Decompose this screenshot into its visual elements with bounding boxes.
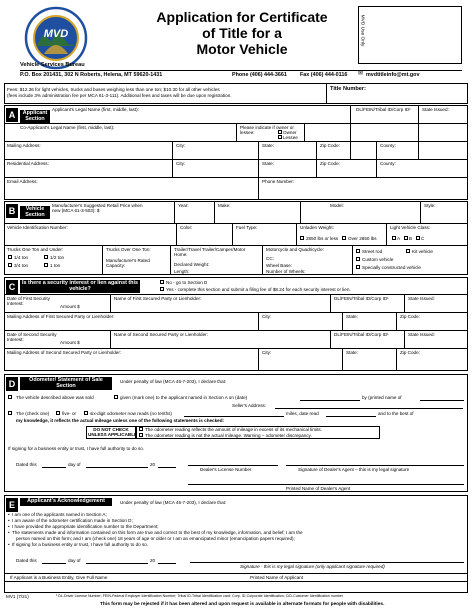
class-a-checkbox[interactable]	[392, 236, 396, 240]
sold-label: The vehicle described above was sold	[16, 395, 94, 400]
section-d-dated: Dated this	[16, 462, 37, 467]
ack-bullet-3: I have provided the appropriate identification number to the Department;	[12, 524, 159, 529]
rated-capacity-label: Manufacturer's Rated Capacity:	[106, 258, 150, 268]
lessee-checkbox[interactable]	[278, 135, 282, 139]
weight-under-checkbox[interactable]	[300, 236, 304, 240]
section-d-day-of: day of	[68, 462, 81, 467]
second-lien-state-label: State Issued:	[408, 332, 435, 337]
trucks-over-label: Trucks Over One Ton:	[106, 247, 151, 252]
section-b-letter: B	[6, 204, 18, 218]
class-c-checkbox[interactable]	[416, 236, 420, 240]
section-a-box	[4, 105, 468, 200]
exceeds-limits-label: The odometer reading reflects the amount of mileage in excess of its mechanical limits.	[145, 427, 322, 432]
section-e-day-of: day of	[68, 558, 81, 563]
footnote: ¹ DL-Driver License Number; FEIN-Federal Employer Identification Number; Tribal ID-Tribal Identification card; Corp. ID-Corporate Identification; CID-Customer Identification number	[56, 594, 344, 598]
model-label: Model:	[330, 203, 344, 208]
wheels-label: Number of Wheels:	[266, 269, 306, 274]
first-lien-city-label: City:	[262, 314, 272, 319]
owner-lessee-label: Please indicate if owner or lessee:	[240, 125, 294, 135]
section-e-perjury: Under penalty of law (MCA 45-7-203), I declare that:	[120, 500, 227, 505]
first-lienholder-label: Name of First Secured Party or Lienholder:	[114, 296, 202, 301]
first-date-label: Date of First Security Interest:	[7, 296, 50, 306]
unladen-weight-label: Unladen Weight:	[300, 225, 334, 230]
five-digit-label: five- or	[62, 411, 77, 416]
color-label: Color:	[180, 225, 193, 230]
second-lien-zip-label: Zip Code:	[400, 350, 420, 355]
street-rod-checkbox[interactable]	[356, 249, 360, 253]
first-lien-dl-label: DL/FEIN/Tribal ID/Corp ID¹	[334, 296, 389, 301]
alternate-formats-notice: This form may be rejected if it has been altered and upon request is available in alternate formats for people with disabilities.	[100, 602, 385, 607]
form-title-line3: Motor Vehicle	[196, 41, 288, 57]
first-lien-state-addr-label: State:	[346, 314, 359, 319]
mvd-use-only-box	[358, 6, 462, 64]
given-label: given (mark one) to the applicant named in Section A on (date)	[120, 395, 248, 400]
applicant-signature-label: Signature - this is my legal signature (only applicant signature required)	[240, 564, 385, 569]
seller-address-label: Seller's Address:	[232, 403, 267, 408]
style-label: Style:	[424, 203, 436, 208]
title-number-label: Title Number:	[330, 86, 366, 92]
form-title-line1: Application for Certificate	[156, 9, 328, 25]
one-ton-label: 1 ton	[50, 263, 61, 268]
second-lien-city-label: City:	[262, 350, 272, 355]
quarter-ton-label: 1/4 ton	[14, 255, 29, 260]
make-label: Make:	[218, 203, 231, 208]
bureau-name: Vehicle Services Bureau	[20, 62, 85, 68]
residential-city-label: City:	[176, 161, 186, 166]
actual-mileage-statement: my knowledge, it reflects the actual mileage unless one of the following statements is checked:	[16, 418, 225, 423]
mailing-zip-label: Zip Code:	[320, 143, 340, 148]
residential-county-label: County:	[380, 161, 396, 166]
best-knowledge-label: and to the best of	[378, 411, 414, 416]
not-actual-label: The odometer reading is not the actual mileage. Warning – odometer discrepancy.	[145, 433, 312, 438]
not-actual-checkbox[interactable]	[139, 433, 143, 437]
ack-bullet-2: I am aware of the odometer certification made in Section D;	[12, 518, 133, 523]
business-name-label: If Applicant is a Business Entity, Give Full Name	[10, 575, 108, 580]
section-e-title: Applicant's Acknowledgement	[20, 498, 112, 506]
owner-label: Owner	[283, 130, 297, 135]
light-vehicle-class-label: Light Vehicle Class:	[390, 225, 431, 230]
residential-state-label: State:	[262, 161, 275, 166]
section-a-title: Applicant Section	[20, 110, 50, 123]
section-b-title: Vehicle Section	[20, 206, 50, 219]
do-not-check-label: DO NOT CHECK	[93, 427, 129, 432]
bureau-phone: Phone (406) 444-3661	[232, 72, 287, 78]
phone-label: Phone Number:	[262, 179, 295, 184]
section-c-letter: C	[6, 280, 18, 294]
exceeds-limits-checkbox[interactable]	[139, 427, 143, 431]
second-lien-mail-label: Mailing Address of Second Secured Party or Lienholder:	[7, 350, 122, 355]
given-checkbox[interactable]	[114, 395, 118, 399]
custom-vehicle-checkbox[interactable]	[356, 257, 360, 261]
dealer-printed-name-label: Printed Name of Dealer's Agent	[286, 486, 351, 491]
dealer-license-label: Dealer's License Number	[200, 467, 252, 472]
class-b-label: B	[409, 236, 413, 241]
street-rod-label: Street rod	[362, 249, 383, 254]
wheel-base-label: Wheel Base:	[266, 263, 293, 268]
ack-bullet-4: The statements made and information contained on this form are true and correct to the best of my knowledge, information, and belief; I am the	[12, 530, 303, 535]
section-d-letter: D	[6, 377, 18, 391]
sold-checkbox[interactable]	[8, 395, 12, 399]
check-one-label: The (check one)	[16, 411, 50, 416]
mailing-city-label: City:	[176, 143, 186, 148]
one-ton-checkbox[interactable]	[44, 263, 48, 267]
bureau-email[interactable]: mvdtitleinfo@mt.gov	[366, 72, 420, 78]
section-d-perjury: Under penalty of law (MCA 45-7-203), I declare that:	[120, 379, 227, 384]
mvd-use-only-label: MVD Use Only	[359, 14, 365, 47]
ack-bullets: • • • • •	[8, 512, 10, 547]
form-title-line2: of Title for a	[202, 25, 282, 41]
special-vehicle-label: Specially constructed vehicle	[362, 265, 421, 270]
weight-under-label: 2850 lbs or less	[306, 236, 339, 241]
section-d-business: If signing for a business entity or trust, I have full authority to do so.	[8, 446, 145, 451]
lessee-label: Lessee	[283, 135, 298, 140]
kit-vehicle-checkbox[interactable]	[406, 249, 410, 253]
form-id: MV1 (7/21)	[6, 594, 29, 599]
year-label: Year:	[178, 203, 189, 208]
ack-bullet-5: If signing for a business entity or trust, I have full authority to do so.	[12, 542, 149, 547]
section-d-title: Odometer/ Statement of Sale Section	[20, 377, 112, 390]
trucks-under-label: Trucks One Ton and Under:	[7, 247, 64, 252]
ack-bullet-1: I am one of the applicants named in Section A;	[12, 512, 107, 517]
second-lien-dl-label: DL/FEIN/Tribal ID/Corp ID¹	[334, 332, 389, 337]
ack-bullet-4-cont: person named on this form; and I am (check one) 18 years of age or older or I am an emancipated minor (emancipation papers required);	[16, 536, 295, 541]
mailing-address-label: Mailing Address:	[7, 143, 41, 148]
half-ton-label: 1/2 ton	[50, 255, 65, 260]
mailing-state-label: State:	[262, 143, 275, 148]
second-date-label: Date of Second Security Interest:	[7, 332, 57, 342]
section-a-letter: A	[6, 108, 18, 122]
section-e-year: 20	[150, 558, 156, 563]
class-b-checkbox[interactable]	[404, 236, 408, 240]
cc-label: CC:	[266, 256, 274, 261]
co-applicant-label: Co-Applicant's Legal Name (first, middle, last):	[20, 125, 115, 130]
first-lien-zip-label: Zip Code:	[400, 314, 420, 319]
section-e-dated: Dated this	[16, 558, 37, 563]
vin-label: Vehicle Identification Number:	[7, 225, 68, 230]
first-lien-state-label: State Issued:	[408, 296, 435, 301]
special-vehicle-checkbox[interactable]	[356, 265, 360, 269]
section-d-year: 20	[150, 462, 156, 467]
six-digit-label: six-digit odometer now reads (no tenths)	[90, 411, 172, 416]
owner-checkbox[interactable]	[278, 130, 282, 134]
applicant-printed-name-label: Printed Name of Applicant	[250, 575, 304, 580]
lien-no-checkbox[interactable]	[160, 280, 164, 284]
odometer-check[interactable]	[8, 411, 12, 415]
section-e-letter: E	[6, 498, 18, 512]
applicant-state-issued-label: State Issued:	[422, 107, 449, 112]
class-c-label: C	[421, 236, 425, 241]
bureau-fax: Fax (406) 444-0116	[300, 72, 348, 78]
email-label: Email Address:	[7, 179, 38, 184]
logo-text: MVD	[43, 28, 69, 40]
weight-over-checkbox[interactable]	[342, 236, 346, 240]
class-a-label: A	[397, 236, 401, 241]
half-ton-checkbox[interactable]	[44, 255, 48, 259]
fees-line2: (fees include 3% administration fee per MCA 61-3-111). Additional fees and taxes will be due upon registration.	[7, 93, 232, 98]
residential-zip-label: Zip Code:	[320, 161, 340, 166]
lien-no-label: No - go to Section D	[166, 280, 208, 285]
weight-over-label: Over 2850 lbs	[348, 236, 377, 241]
declared-weight-label: Declared Weight:	[174, 262, 210, 267]
applicant-dl-label: DL/FEIN/Tribal ID/Corp ID¹	[356, 107, 411, 112]
bureau-address: P.O. Box 201431, 302 N Roberts, Helena, MT 59620-1431	[20, 72, 163, 78]
quarter-ton-checkbox[interactable]	[8, 255, 12, 259]
six-digit-checkbox[interactable]	[84, 411, 88, 415]
applicant-name-label: Applicant's Legal Name (first, middle, last):	[52, 107, 139, 112]
three-quarter-ton-label: 3/4 ton	[14, 263, 29, 268]
kit-vehicle-label: Kit vehicle	[412, 249, 433, 254]
trailer-label: Trailer/Travel Trailer/Camper/Motor Home:	[174, 247, 246, 257]
lien-yes-checkbox[interactable]	[160, 287, 164, 291]
second-lienholder-label: Name of Second Secured Party or Lienholder:	[114, 332, 208, 337]
section-c-title: Is there a security interest or lien against this vehicle?	[20, 280, 140, 293]
three-quarter-ton-checkbox[interactable]	[8, 263, 12, 267]
residential-address-label: Residential Address:	[7, 161, 49, 166]
first-lien-mail-label: Mailing Address of First Secured Party or Lienholder:	[7, 314, 115, 319]
seller-name-label: by (printed name of	[362, 395, 402, 400]
custom-vehicle-label: Custom vehicle	[362, 257, 394, 262]
length-label: Length:	[174, 269, 190, 274]
second-lien-state-addr-label: State:	[346, 350, 359, 355]
first-amount-label: Amount $	[60, 304, 80, 309]
lien-yes-label: Yes - complete this section and submit a filing fee of $8.24 for each security interest or lien.	[166, 287, 351, 292]
fees-line1: Fees: $12.36 for light vehicles, trucks and buses weighing less than one ton; $10.30 for all other vehicles	[7, 87, 220, 92]
miles-date-label: miles, date read	[286, 411, 319, 416]
motorcycle-label: Motorcycle and Quadricycle:	[266, 247, 324, 252]
mvd-logo	[24, 6, 88, 70]
msrp-label: Manufacturer's Suggested Retail Price when new (MCA 61-3-503): $	[52, 203, 143, 213]
unless-applicable-label: UNLESS APPLICABLE	[88, 432, 138, 437]
second-amount-label: Amount $	[60, 340, 80, 345]
email-icon: ✉	[358, 71, 364, 77]
mailing-county-label: County:	[380, 143, 396, 148]
fuel-type-label: Fuel Type:	[236, 225, 258, 230]
dealer-signature-label: Signature of Dealer's Agent – this is my legal signature	[298, 467, 410, 472]
five-digit-checkbox[interactable]	[56, 411, 60, 415]
